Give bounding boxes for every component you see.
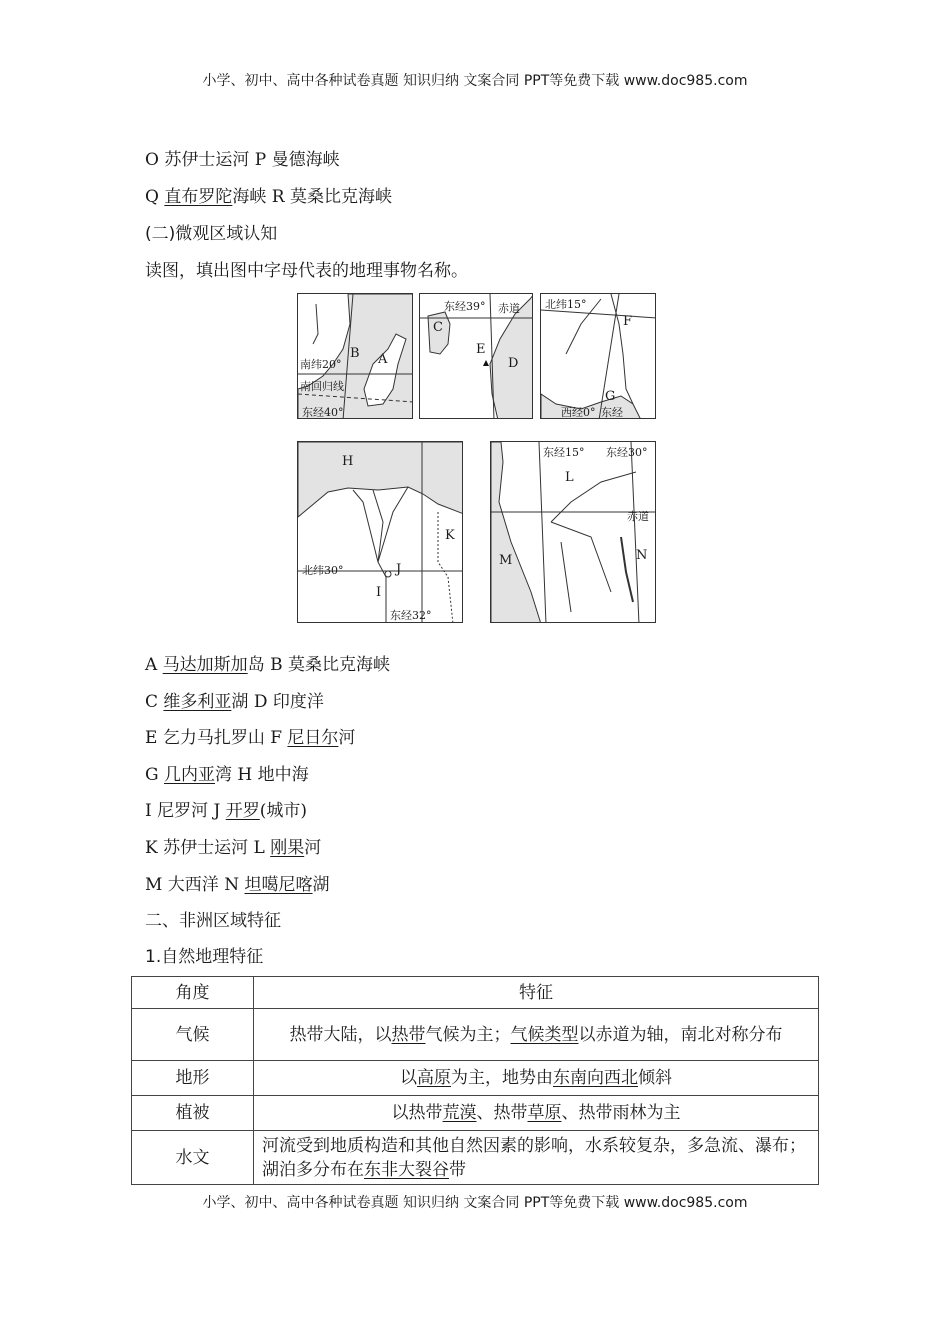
map-label-north15: 北纬15°: [545, 298, 587, 311]
text-segment: I 尼罗河 J: [145, 801, 226, 821]
text-segment: 气候为主；: [425, 1024, 511, 1045]
table-header-cell: 角度: [132, 977, 254, 1009]
answer-blank: 刚果: [270, 838, 305, 858]
answer-blank: 气候类型: [510, 1024, 579, 1045]
answer-line: [145, 833, 321, 858]
table-header-row: [132, 977, 819, 1009]
answer-line: [145, 723, 355, 748]
section-heading: 二、非洲区域特征: [145, 911, 281, 931]
aspect-cell: 地形: [132, 1061, 254, 1096]
map-label-east15: 东经15°: [543, 446, 585, 459]
map-west-africa: [540, 293, 656, 419]
section-heading: (二)微观区域认知: [145, 224, 278, 244]
map-label-n: N: [636, 548, 648, 563]
map-label-west0: 西经0°: [561, 406, 596, 419]
map-label-east: 东经: [601, 406, 623, 419]
aspect-cell: 水文: [132, 1131, 254, 1185]
text-segment: 倾斜: [638, 1068, 672, 1088]
map-label-b: B: [350, 346, 360, 361]
answer-line: [145, 650, 390, 675]
map-label-north30: 北纬30°: [302, 564, 344, 577]
answer-blank: 坦噶尼喀: [244, 875, 313, 895]
map-label-east39: 东经39°: [444, 300, 486, 313]
map-label-i: I: [376, 585, 382, 600]
feature-cell: [254, 1061, 819, 1096]
answer-blank: 高原: [417, 1068, 451, 1088]
text-segment: 、热带雨林为主: [561, 1103, 681, 1123]
map-label-east32: 东经32°: [390, 609, 432, 622]
map-label-d: D: [508, 356, 519, 371]
feature-cell: [254, 1096, 819, 1131]
text-segment: (城市): [259, 801, 308, 821]
map-label-south20: 南纬20°: [300, 358, 342, 371]
answer-line: [145, 687, 324, 712]
text-segment: 湖 D 印度洋: [231, 692, 324, 712]
text-segment: 河流受到地质构造和其他自然因素的影响，水系较复杂，多急流、瀑布；湖泊多分布在: [262, 1135, 806, 1180]
map-label-l: L: [565, 470, 574, 485]
text-segment: E 乞力马扎罗山 F: [145, 728, 288, 748]
table-row: [132, 1131, 819, 1185]
text-segment: C: [145, 692, 164, 712]
map-label-east30: 东经30°: [606, 446, 648, 459]
map-label-a: A: [378, 352, 388, 367]
text-segment: 、热带: [476, 1103, 528, 1123]
map-label-east40: 东经40°: [302, 406, 344, 419]
map-label-j: J: [396, 562, 402, 577]
table-row: [132, 1061, 819, 1096]
answer-blank: 维多利亚: [163, 692, 232, 712]
answer-blank: 热带: [391, 1024, 426, 1045]
map-label-f: F: [623, 314, 633, 329]
map-congo: [490, 441, 656, 623]
answer-blank: 东非大裂谷: [364, 1159, 449, 1180]
text-segment: A: [145, 655, 163, 675]
map-nile-delta: [297, 441, 463, 623]
text-segment: 带: [449, 1159, 466, 1180]
text-segment: 河: [304, 838, 322, 858]
table-row: [132, 1009, 819, 1061]
text-segment: 湖: [312, 875, 330, 895]
text-segment: 以赤道为轴，南北对称分布: [578, 1024, 783, 1045]
map-label-tropic: 南回归线: [300, 380, 344, 393]
text-segment: 河: [338, 728, 356, 748]
answer-line: [145, 796, 307, 821]
map-label-g: G: [605, 389, 616, 404]
map-label-m: M: [499, 553, 513, 568]
map-label-e: E: [476, 342, 486, 357]
answer-blank: 尼日尔: [287, 728, 339, 748]
text-segment: 热带大陆，以: [289, 1024, 392, 1045]
map-label-equator: 赤道: [627, 510, 649, 523]
map-label-k: K: [445, 528, 455, 543]
answer-blank: 几内亚: [163, 765, 215, 785]
text-segment: 岛 B 莫桑比克海峡: [247, 655, 390, 675]
text-segment: 以热带: [391, 1103, 443, 1123]
text-segment: 湾 H 地中海: [214, 765, 309, 785]
aspect-cell: 植被: [132, 1096, 254, 1131]
instruction-text: 读图，填出图中字母代表的地理事物名称。: [145, 261, 468, 281]
map-madagascar: [297, 293, 413, 419]
text-segment: K 苏伊士运河 L: [145, 838, 271, 858]
text-segment: 为主，地势由: [451, 1068, 553, 1088]
features-table: [131, 976, 819, 1185]
map-east-africa: [419, 293, 533, 419]
map-label-equator: 赤道: [498, 302, 520, 315]
text-line: [145, 145, 340, 170]
text-segment: Q: [145, 187, 165, 207]
text-segment: O 苏伊士运河 P 曼德海峡: [145, 150, 340, 170]
answer-blank: 草原: [527, 1103, 562, 1123]
answer-blank: 直布罗陀: [164, 187, 233, 207]
map-label-h: H: [342, 454, 354, 469]
text-segment: 海峡 R 莫桑比克海峡: [232, 187, 392, 207]
page-header: 小学、初中、高中各种试卷真题 知识归纳 文案合同 PPT等免费下载 www.doc985.com: [202, 73, 748, 89]
feature-cell: [254, 1131, 819, 1185]
text-segment: 以: [400, 1068, 417, 1088]
page-footer: 小学、初中、高中各种试卷真题 知识归纳 文案合同 PPT等免费下载 www.doc985.com: [202, 1195, 748, 1211]
answer-blank: 东南向西北: [553, 1068, 638, 1088]
feature-cell: [254, 1009, 819, 1061]
answer-blank: 荒漠: [442, 1103, 477, 1123]
answer-line: [145, 760, 309, 785]
text-segment: G: [145, 765, 164, 785]
subsection-heading: 1.自然地理特征: [145, 947, 264, 967]
text-segment: M 大西洋 N: [145, 875, 245, 895]
answer-blank: 马达加斯加: [162, 655, 248, 675]
table-row: [132, 1096, 819, 1131]
aspect-cell: 气候: [132, 1009, 254, 1061]
answer-line: [145, 870, 330, 895]
table-header-cell: 特征: [254, 977, 819, 1009]
text-line: [145, 182, 392, 207]
answer-blank: 开罗: [225, 801, 260, 821]
map-label-c: C: [433, 320, 443, 335]
